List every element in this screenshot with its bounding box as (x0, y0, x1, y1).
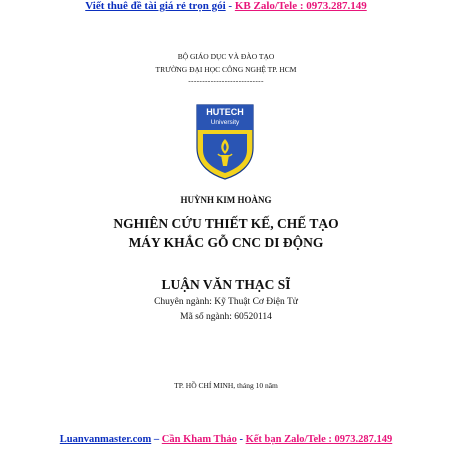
thesis-title-line-2: MÁY KHẮC GỖ CNC DI ĐỘNG (128, 235, 324, 250)
bottom-ad-site-link[interactable]: Luanvanmaster.com (59, 434, 152, 445)
bottom-ad-separator-2: - (236, 434, 246, 445)
thesis-title-line-1: NGHIÊN CỨU THIẾT KẾ, CHẾ TẠO (113, 216, 339, 231)
ministry-name: BỘ GIÁO DỤC VÀ ĐÀO TẠO (177, 52, 275, 61)
place-and-date: TP. HỒ CHÍ MINH, tháng 10 năm (174, 381, 278, 390)
university-name: TRƯỜNG ĐẠI HỌC CÔNG NGHỆ TP. HCM (155, 65, 297, 74)
bottom-ad-contact-link[interactable]: Cần Kham Thảo (161, 434, 237, 445)
logo-text-hutech: HUTECH (206, 107, 244, 117)
logo-text-university: University (210, 119, 240, 126)
top-ad-link-contact[interactable]: KB Zalo/Tele : 0973.287.149 (234, 0, 367, 12)
bottom-ad-separator-1: – (151, 434, 162, 445)
major-code: Mã số ngành: 60520114 (180, 312, 272, 322)
hutech-logo (196, 104, 254, 180)
top-ad-banner[interactable] (0, 0, 452, 12)
top-ad-link-service[interactable]: Viết thuê đề tài giá rẻ trọn gói (85, 0, 226, 12)
top-ad-separator: - (225, 0, 235, 12)
author-name: HUỲNH KIM HOÀNG (180, 195, 272, 205)
header-divider: --------------------------- (188, 76, 264, 85)
major-field: Chuyên ngành: Kỹ Thuật Cơ Điện Tử (154, 297, 298, 307)
bottom-ad-friend-link[interactable]: Kết bạn Zalo/Tele : 0973.287.149 (245, 434, 393, 445)
bottom-ad-banner[interactable] (0, 434, 452, 445)
hutech-shield-icon (196, 104, 254, 180)
degree-type: LUẬN VĂN THẠC SĨ (161, 277, 291, 292)
